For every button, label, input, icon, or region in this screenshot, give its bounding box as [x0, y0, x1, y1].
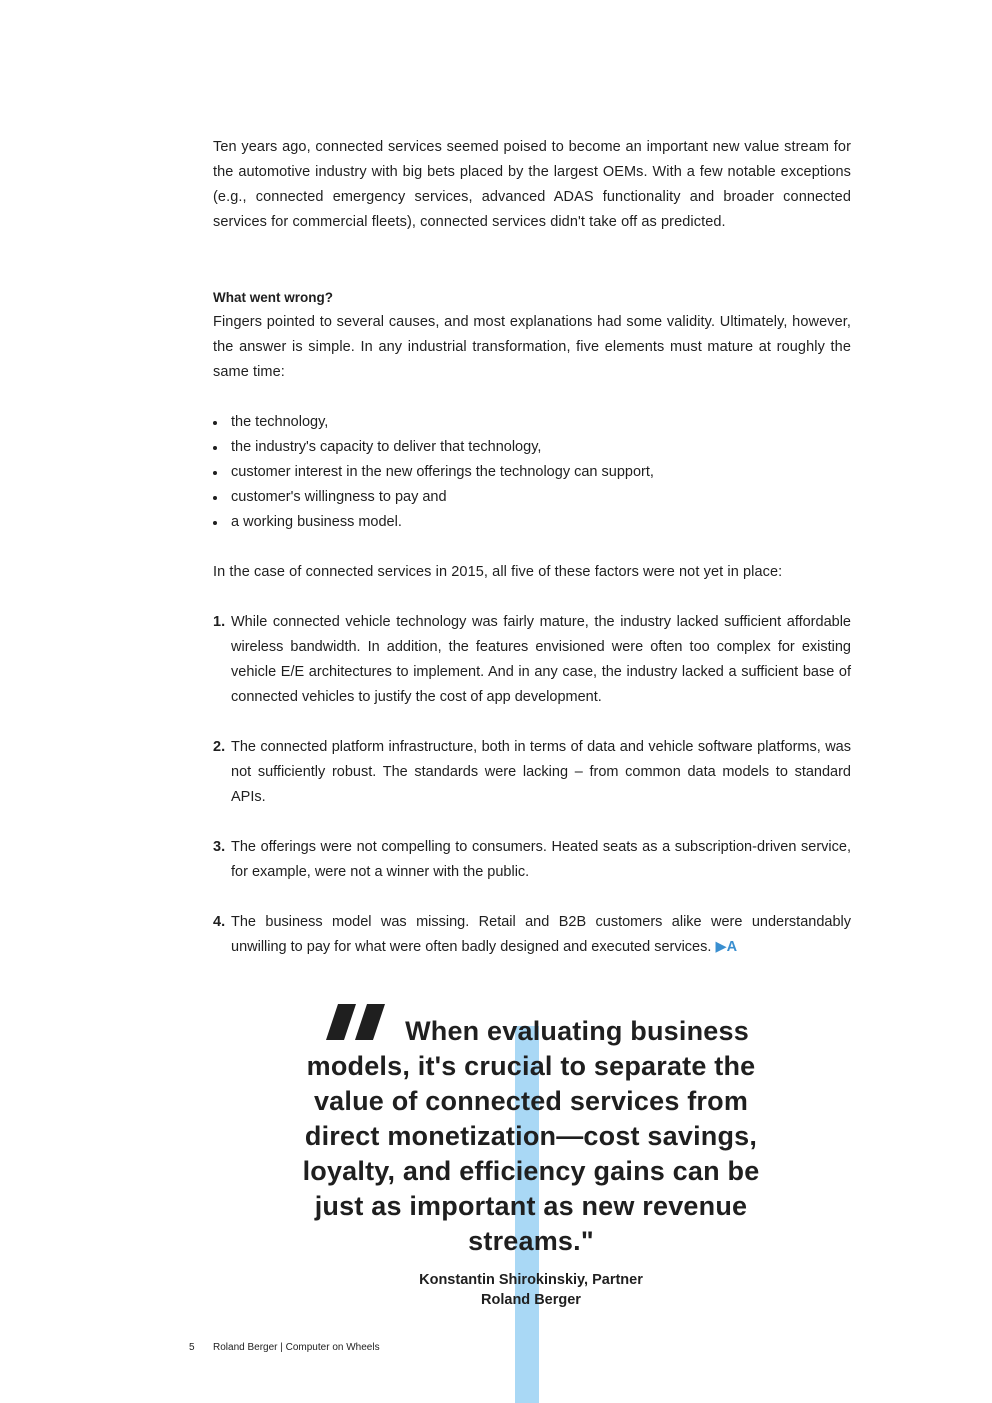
- bullet-icon: [213, 471, 217, 475]
- numbered-item: [213, 910, 851, 960]
- bullet-text: customer interest in the new offerings the technology can support,: [231, 464, 654, 480]
- list-item: [213, 510, 851, 535]
- bullet-list: [213, 410, 851, 535]
- intro-paragraph: Ten years ago, connected services seemed poised to become an important new value stream for the automotive industry with big bets placed by the largest OEMs. With a few notable exceptions (e.g., connected emergency services, advanced ADAS functionality and broader connected services for commercial fleets), connected services didn't take off as predicted.: [213, 139, 851, 230]
- pull-quote-text: When evaluating business models, it's crucial to separate the value of connected services from direct monetization—cost savings, loyalty, and efficiency gains can be just as important as new revenue streams.": [302, 1016, 760, 1256]
- item-number: 2.: [213, 739, 226, 755]
- list-item: [213, 460, 851, 485]
- bullet-icon: [213, 496, 217, 500]
- item-text: [231, 910, 851, 960]
- bullet-text: a working business model.: [231, 514, 402, 530]
- quote-author: Konstantin Shirokinskiy, Partner: [419, 1272, 643, 1288]
- bullet-icon: [213, 421, 217, 425]
- item-text: While connected vehicle technology was fairly mature, the industry lacked sufficient affordable wireless bandwidth. In addition, the features envisioned were often too complex for existing vehicle E/E architectures to implement. And in any case, the industry lacked a sufficient base of connected vehicles to justify the cost of app development.: [231, 614, 851, 705]
- item-number: 4.: [213, 914, 226, 930]
- page-number: 5: [189, 1342, 195, 1353]
- list-item: [213, 485, 851, 510]
- numbered-item: [213, 835, 851, 885]
- item-text: The offerings were not compelling to consumers. Heated seats as a subscription-driven service, for example, were not a winner with the public.: [231, 839, 851, 880]
- section-paragraph: Fingers pointed to several causes, and most explanations had some validity. Ultimately, however, the answer is simple. In any industrial transformation, five elements must mature at roughly the same time:: [213, 314, 851, 380]
- numbered-item: [213, 735, 851, 810]
- bullet-text: the industry's capacity to deliver that technology,: [231, 439, 542, 455]
- numbered-item: [213, 610, 851, 710]
- item-number: 1.: [213, 614, 226, 630]
- list-item: [213, 435, 851, 460]
- reference-link[interactable]: A: [726, 939, 738, 955]
- case-intro-paragraph: In the case of connected services in 2015, all five of these factors were not yet in place:: [213, 564, 783, 580]
- item-number: 3.: [213, 839, 226, 855]
- bullet-text: customer's willingness to pay and: [231, 489, 447, 505]
- list-item: [213, 410, 851, 435]
- bullet-icon: [213, 521, 217, 525]
- bullet-text: the technology,: [231, 414, 329, 430]
- pull-quote: [280, 1014, 782, 1259]
- bullet-icon: [213, 446, 217, 450]
- item-text-body: The business model was missing. Retail and B2B customers alike were understandably unwilling to pay for what were often badly designed and executed services.: [231, 914, 851, 955]
- section-heading: What went wrong?: [213, 290, 333, 305]
- footer-title: Roland Berger | Computer on Wheels: [213, 1342, 380, 1353]
- quote-organization: Roland Berger: [481, 1292, 581, 1308]
- item-text: The connected platform infrastructure, both in terms of data and vehicle software platforms, was not sufficiently robust. The standards were lacking – from common data models to standard APIs.: [231, 739, 851, 805]
- reference-arrow-icon[interactable]: ▶: [715, 939, 727, 955]
